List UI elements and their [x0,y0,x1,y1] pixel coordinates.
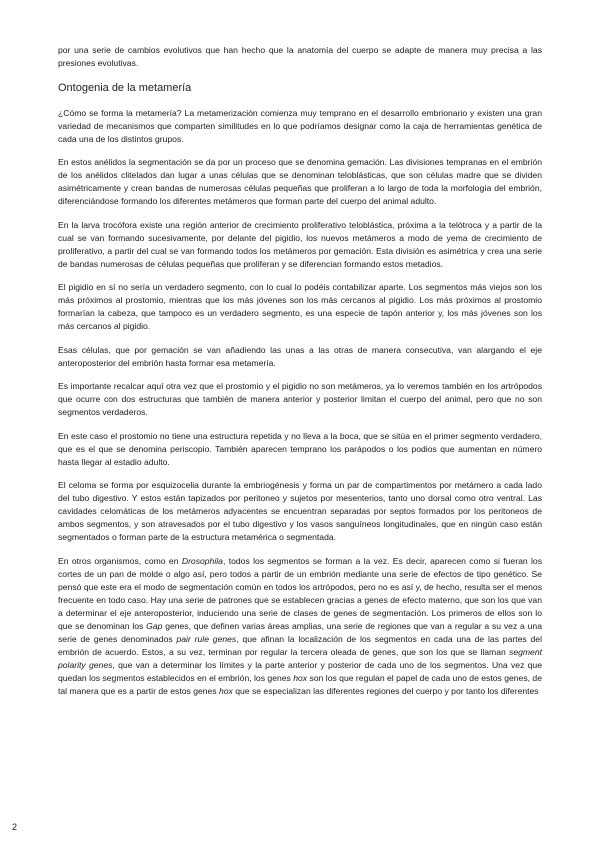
p9-italic-drosophila: Drosophila [181,555,223,566]
paragraph-7: En este caso el prostomio no tiene una estructura repetida y no lleva a la boca, que se sitúa en el primer segmento verdadero, que es el que se denomina periscopio. También aparecen temprano los parápodos o los podios que aumentan en número hasta llegar al estadio adulto. [58,430,542,467]
p9-italic-pair-rule: pair rule genes [176,633,237,644]
p9-text-3: genes, que definen varias áreas amplias, una serie de regiones que van a regular a su vez a una serie de genes denominados [58,620,542,644]
paragraph-4: El pigidio en sí no sería un verdadero segmento, con lo cual lo podéis contabilizar aparte. Los segmentos más viejos son los más próximos al prostomio, mientras que los más jóvenes son los más cercanos al pigidio. Los más próximos al prostomio formarían la cabeza, que tampoco es un verdadero segmento, es una especie de tapón anterior y, los más jóvenes son los más cercanos al pigidio. [58,282,542,331]
paragraph-8: El celoma se forma por esquizocelia durante la embriogénesis y forma un par de compartimentos por metámero a cada lado del tubo digestivo. Y estos están tapizados por peritoneo y sujetos por mesenterios, tanto uno dorsal como otro ventral. Las cavidades celomáticas de los metámeros adyacentes se encuentran separadas por septos formados por los peritoneos de ambos segmentos, y son atravesados por el tubo digestivo y los vasos sanguíneos longitudinales, que en ningún caso están segmentados o forman parte de la estructura metamérica o segmentada. [58,480,542,542]
page-number: 2 [12,822,18,832]
p9-text-5: , que van a determinar los límites y la parte anterior y posterior de cada uno de los segmentos. Una vez que quedan los segmentos establecidos en el embrión, los genes [58,659,542,683]
paragraph-5: Esas células, que por gemación se van añadiendo las unas a las otras de manera consecutiva, van alargando el eje anteroposterior del embrión hasta formar esa metamería. [58,344,542,368]
p9-text-7: que se especializan las diferentes regiones del cuerpo y por tanto los diferentes [232,685,539,696]
p9-text-2: , todos los segmentos se forman a la vez. Es decir, aparecen como si fueran los cortes de un pan de molde o algo así, pero todos a partir de un embrión mediante una serie de efectos de tipo genético. Se pensó que este era el modo de segmentación común en todos los artrópodos, pero no es así y, de hecho, resulta ser el menos frecuente en todo caso. Hay una serie de patrones que se establecen gracias a genes de efecto materno, que son los que van a determinar el eje anteroposterior, induciendo una serie de clases de genes de segmentación. Los primeros de ellos son lo que se denominan los [58,555,542,631]
section-heading: Ontogenia de la metamería [58,81,192,94]
p9-text-6: son los que regulan el papel de cada uno de estos genes, de tal manera que es a partir de estos genes [58,672,542,696]
p9-text-1: En otros organismos, como en [58,555,182,566]
p9-italic-gap: Gap [146,620,163,631]
paragraph-3: En la larva trocófora existe una región anterior de crecimiento proliferativo teloblástica, próxima a la telótroca y a partir de la cual se van formando sucesivamente, por delante del pigidio, los nuevos metámeros a modo de yema de crecimiento de proliferativo, a partir del cual se van formando todos los metámeros por gemación. Esta división es asimétrica y crea una serie de bandas numerosas de células pequeñas que proliferan y se diferencian formando estos metadios. [58,219,542,269]
p9-italic-hox-1: hox [293,672,308,683]
paragraph-1: ¿Cómo se forma la metamería? La metamerización comienza muy temprano en el desarrollo embrionario y existen una gran variedad de mecanismos que comparten similitudes en lo que podríamos designar como la caja de herramientas genética de cada una de los distintos grupos. [58,107,542,144]
p9-text-4: , que afinan la localización de los segmentos en cada una de las partes del embrión de acuerdo. Estos, a su vez, terminan por regular la tercera oleada de genes, que son los que se llaman [58,633,542,657]
page-body [58,44,542,708]
paragraph-9 [58,555,542,698]
paragraph-6: Es importante recalcar aquí otra vez que el prostomio y el pigidio no son metámeros, ya lo veremos también en los artrópodos que ocurre con dos estructuras que también de manera anterior y posterior limitan el cuerpo del animal, pero que no son segmentos verdaderos. [58,381,542,417]
intro-paragraph: por una serie de cambios evolutivos que han hecho que la anatomía del cuerpo se adapte de manera muy precisa a las presiones evolutivas. [58,45,542,68]
p9-italic-segment-polarity: segment polarity genes [58,646,542,670]
paragraph-2: En estos anélidos la segmentación se da por un proceso que se denomina gemación. Las divisiones tempranas en el embrión de los anélidos clitelados dan lugar a unas células que se denominan teloblásticas, que son células madre que se dividen asimétricamente y crean bandas de numerosas células pequeñas que proliferan a lo largo de toda la morfología del embrión, diferenciándose formando los diferentes metámeros que forman parte del cuerpo del animal adulto. [58,157,542,206]
p9-italic-hox-2: hox [219,685,233,696]
